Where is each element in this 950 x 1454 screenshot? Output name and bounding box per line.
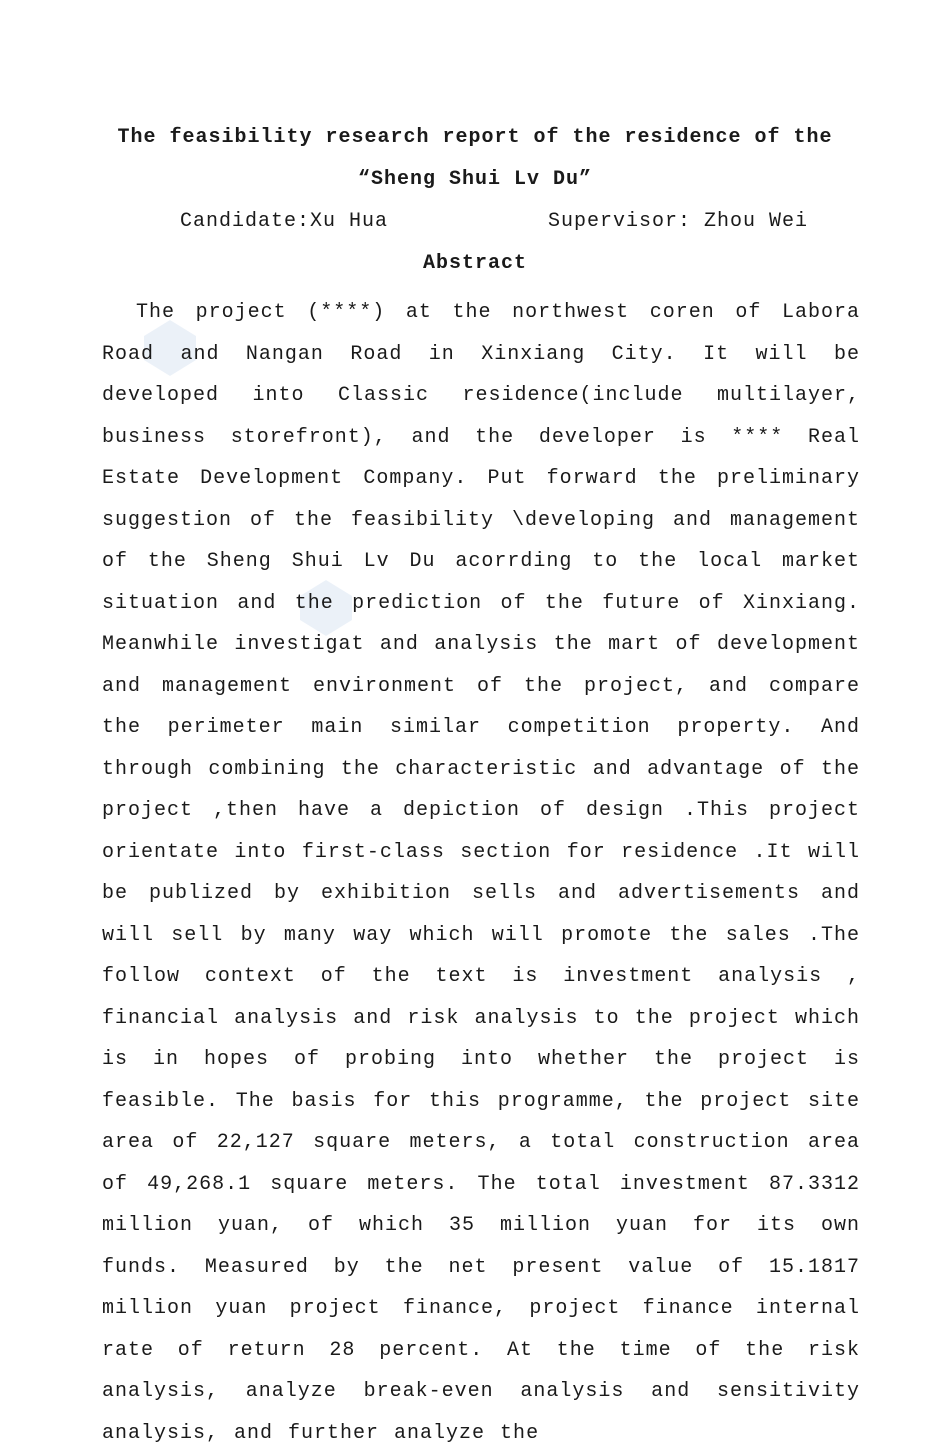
abstract-body: The project (****) at the northwest coren of Labora Road and Nangan Road in Xinxiang City. It will be developed into Classic residence(include multilayer, business storefront), and the developer is **** Real Estate Development Company. Put forward the preliminary suggestion of the feasibility \developing and management of the Sheng Shui Lv Du acorrding to the local market situation and the prediction of the future of Xinxiang. Meanwhile investigat and analysis the mart of development and management environment of the project, and compare the perimeter main similar competition property. And through combining the characteristic and advantage of the project ,then have a depiction of design .This project orientate into first-class section for residence .It will be publized by exhibition sells and advertisements and will sell by many way which will promote the sales .The follow context of the text is investment analysis , financial analysis and risk analysis to the project which is in hopes of probing into whether the project is feasible. The basis for this programme, the project site area of 22,127 square meters, a total construction area of 49,268.1 square meters. The total investment 87.3312 million yuan, of which 35 million yuan for its own funds. Measured by the net present value of 15.1817 million yuan project finance, project finance internal rate of return 28 percent. At the time of the risk analysis, analyze break-even analysis and sensitivity analysis, and further analyze the xyxy=(102,301,860,1445)
title-line-2: “Sheng Shui Lv Du” xyxy=(357,168,593,191)
supervisor-label: Supervisor: Zhou Wei xyxy=(548,210,809,233)
abstract-heading: Abstract xyxy=(422,252,527,275)
candidate-label: Candidate:Xu Hua xyxy=(180,210,389,233)
title-line-1: The feasibility research report of the residence of the xyxy=(117,126,833,149)
